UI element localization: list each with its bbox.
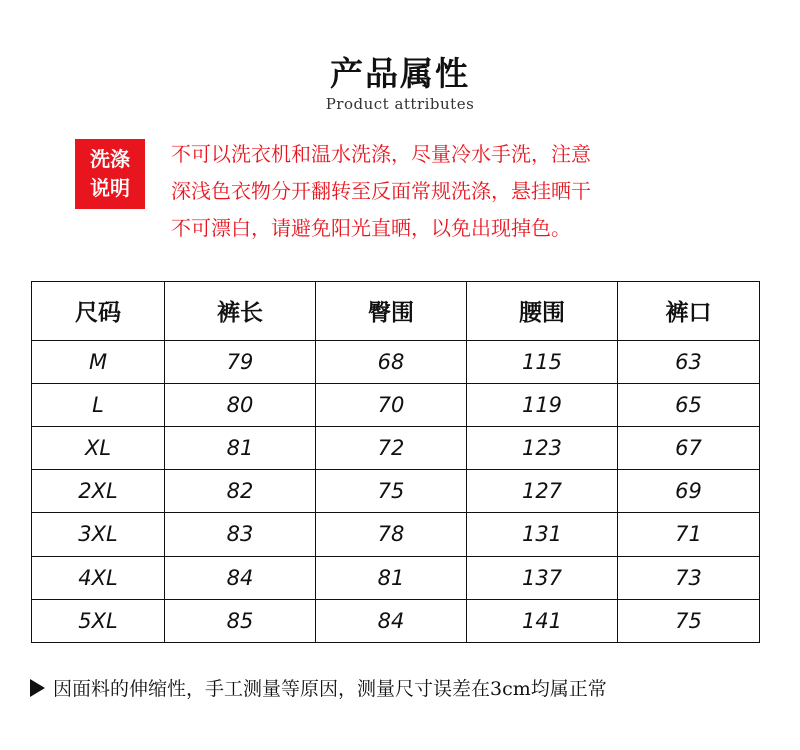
washing-badge-line-1: 洗涤 bbox=[90, 147, 130, 171]
header-waist: 腰围 bbox=[467, 282, 618, 341]
page-title: 产品属性 bbox=[330, 54, 470, 93]
cell-pants-length: 82 bbox=[165, 470, 316, 513]
cell-waist: 115 bbox=[467, 340, 618, 383]
table-row bbox=[32, 470, 760, 513]
cell-hip: 81 bbox=[316, 556, 467, 599]
table-header-row bbox=[32, 282, 760, 341]
cell-size: 2XL bbox=[32, 470, 165, 513]
cell-leg-opening: 73 bbox=[618, 556, 760, 599]
cell-waist: 123 bbox=[467, 427, 618, 470]
measurement-note-text: 因面料的伸缩性，手工测量等原因，测量尺寸误差在3cm均属正常 bbox=[53, 678, 607, 700]
cell-hip: 70 bbox=[316, 383, 467, 426]
cell-size: M bbox=[32, 340, 165, 383]
cell-leg-opening: 75 bbox=[618, 599, 760, 642]
cell-hip: 72 bbox=[316, 427, 467, 470]
cell-size: 3XL bbox=[32, 513, 165, 556]
table-row bbox=[32, 340, 760, 383]
washing-line-2: 深浅色衣物分开翻转至反面常规洗涤，悬挂晒干 bbox=[171, 179, 591, 203]
cell-waist: 141 bbox=[467, 599, 618, 642]
table-row bbox=[32, 556, 760, 599]
cell-pants-length: 81 bbox=[165, 427, 316, 470]
cell-hip: 75 bbox=[316, 470, 467, 513]
washing-line-3: 不可漂白，请避免阳光直晒，以免出现掉色。 bbox=[171, 216, 571, 240]
cell-size: 5XL bbox=[32, 599, 165, 642]
cell-size: 4XL bbox=[32, 556, 165, 599]
table-row bbox=[32, 383, 760, 426]
header-hip: 臀围 bbox=[316, 282, 467, 341]
table-row bbox=[32, 427, 760, 470]
cell-pants-length: 83 bbox=[165, 513, 316, 556]
cell-pants-length: 79 bbox=[165, 340, 316, 383]
cell-waist: 137 bbox=[467, 556, 618, 599]
table-row bbox=[32, 599, 760, 642]
page-subtitle: Product attributes bbox=[325, 95, 475, 113]
cell-waist: 119 bbox=[467, 383, 618, 426]
cell-leg-opening: 69 bbox=[618, 470, 760, 513]
cell-hip: 78 bbox=[316, 513, 467, 556]
cell-pants-length: 80 bbox=[165, 383, 316, 426]
triangle-right-icon bbox=[30, 679, 45, 697]
cell-leg-opening: 65 bbox=[618, 383, 760, 426]
washing-line-1: 不可以洗衣机和温水洗涤，尽量冷水手洗，注意 bbox=[171, 142, 591, 166]
cell-hip: 84 bbox=[316, 599, 467, 642]
cell-pants-length: 85 bbox=[165, 599, 316, 642]
washing-instructions-text bbox=[171, 136, 731, 247]
header-leg-opening: 裤口 bbox=[618, 282, 760, 341]
cell-waist: 131 bbox=[467, 513, 618, 556]
cell-leg-opening: 71 bbox=[618, 513, 760, 556]
washing-instructions-badge bbox=[75, 139, 145, 209]
cell-size: L bbox=[32, 383, 165, 426]
header-pants-length: 裤长 bbox=[165, 282, 316, 341]
table-row bbox=[32, 513, 760, 556]
cell-hip: 68 bbox=[316, 340, 467, 383]
cell-size: XL bbox=[32, 427, 165, 470]
washing-badge-line-2: 说明 bbox=[90, 176, 130, 200]
measurement-note bbox=[30, 674, 770, 701]
header-size: 尺码 bbox=[32, 282, 165, 341]
cell-pants-length: 84 bbox=[165, 556, 316, 599]
size-chart-table bbox=[31, 281, 760, 643]
cell-leg-opening: 63 bbox=[618, 340, 760, 383]
cell-waist: 127 bbox=[467, 470, 618, 513]
cell-leg-opening: 67 bbox=[618, 427, 760, 470]
